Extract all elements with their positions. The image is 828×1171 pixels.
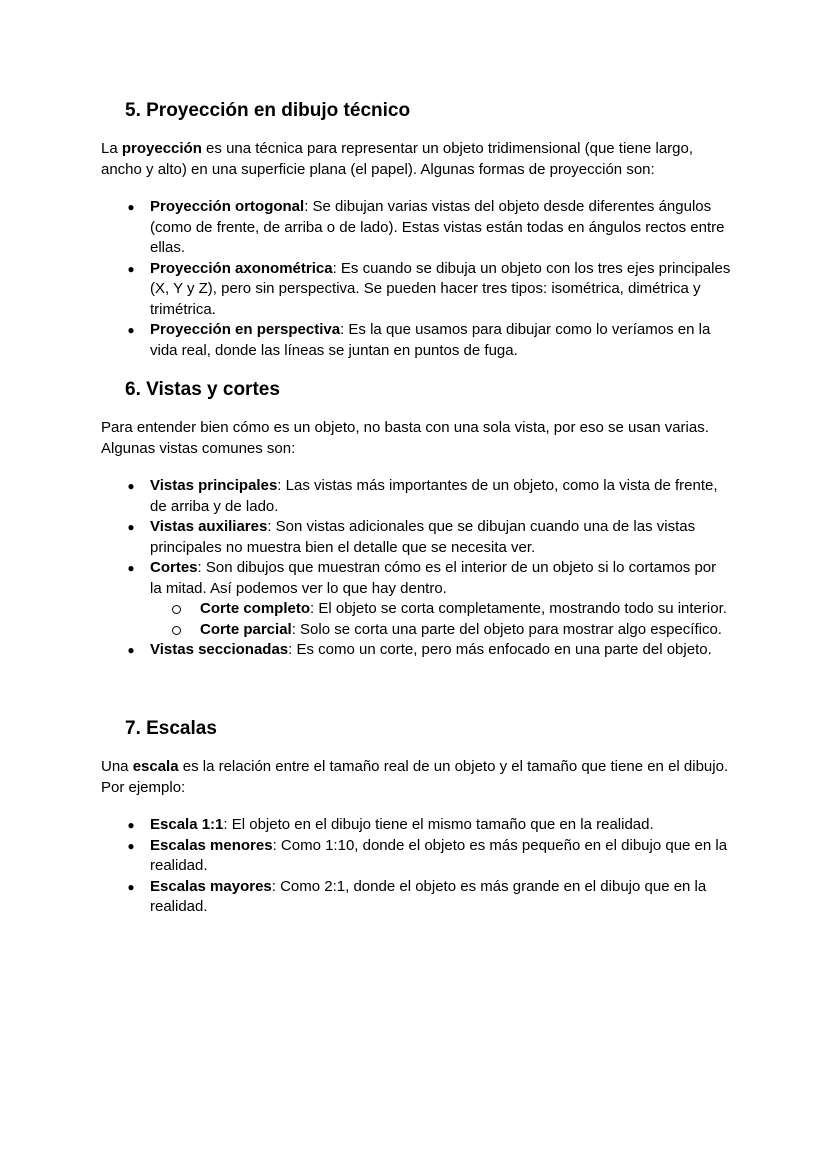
bullet-dot-icon: ● xyxy=(127,200,135,214)
list-item xyxy=(101,476,731,517)
bullet-dot-icon: ● xyxy=(127,323,135,337)
intro-text: es una técnica para representar un objeto tridimensional (que tiene largo, ancho y alto) en una superficie plana (el papel). Algunas formas de proyección son: xyxy=(101,140,694,178)
bullet-dot-icon: ● xyxy=(127,479,135,493)
item-term: Proyección axonométrica xyxy=(150,259,333,277)
intro-text: La xyxy=(101,140,122,157)
section-heading: 5. Proyección en dibujo técnico xyxy=(125,100,411,121)
section-heading: 6. Vistas y cortes xyxy=(125,379,280,400)
list-item xyxy=(101,877,731,918)
intro-text: Para entender bien cómo es un objeto, no basta con una sola vista, por eso se usan varias. Algunas vistas comunes son: xyxy=(101,419,709,457)
sub-item-text: : Solo se corta una parte del objeto para mostrar algo específico. xyxy=(291,620,722,638)
item-term: Escala 1:1 xyxy=(150,816,224,833)
intro-text: Una xyxy=(101,758,133,775)
sub-item-text: : El objeto se corta completamente, mostrando todo su interior. xyxy=(310,600,727,617)
item-text: : Se dibujan varias vistas del objeto desde diferentes ángulos (como de frente, de arriba o de lado). Estas vistas están todas en ángulos rectos entre ellas. xyxy=(150,198,725,256)
sub-list-item xyxy=(150,599,731,620)
bullet-dot-icon: ● xyxy=(127,879,135,894)
list-item xyxy=(101,197,731,259)
intro-bold-term: escala xyxy=(132,758,179,775)
sub-list-item xyxy=(150,620,731,641)
bullet-dot-icon: ● xyxy=(127,818,135,832)
bullet-dot-icon: ● xyxy=(127,838,135,853)
list-item xyxy=(101,558,731,640)
list-item xyxy=(101,815,731,836)
item-text: : Es la que usamos para dibujar como lo veríamos en la vida real, donde las líneas se juntan en puntos de fuga. xyxy=(150,321,711,359)
section-heading: 7. Escalas xyxy=(125,718,217,739)
item-text: : El objeto en el dibujo tiene el mismo tamaño que en la realidad. xyxy=(223,816,654,833)
item-term: Vistas seccionadas xyxy=(150,641,289,658)
list-item xyxy=(101,259,731,321)
item-text: : Las vistas más importantes de un objeto, como la vista de frente, de arriba y de lado. xyxy=(150,477,718,515)
bullet-dot-icon: ● xyxy=(127,643,135,657)
bullet-dot-icon: ● xyxy=(127,561,135,575)
item-term: Escalas menores xyxy=(150,836,273,854)
item-term: Vistas principales xyxy=(150,477,278,494)
item-term: Vistas auxiliares xyxy=(150,518,268,535)
item-text: : Son vistas adicionales que se dibujan cuando una de las vistas principales no muestra bien el detalle que se necesita ver. xyxy=(150,518,696,556)
item-term: Proyección en perspectiva xyxy=(150,321,341,338)
item-term: Escalas mayores xyxy=(150,877,272,895)
hollow-circle-bullet-icon xyxy=(172,605,181,614)
bullet-list xyxy=(101,197,731,361)
section-intro xyxy=(101,139,731,180)
item-text: : Como 1:10, donde el objeto es más pequeño en el dibujo que en la realidad. xyxy=(150,836,728,874)
bullet-dot-icon: ● xyxy=(127,520,135,534)
sub-list xyxy=(150,599,731,640)
bullet-list xyxy=(101,815,731,918)
item-text: : Como 2:1, donde el objeto es más grande en el dibujo que en la realidad. xyxy=(150,877,707,915)
item-text: : Es cuando se dibuja un objeto con los tres ejes principales (X, Y y Z), pero sin perspectiva. Se pueden hacer tres tipos: isométrica, dimétrica y trimétrica. xyxy=(150,259,731,318)
section-intro xyxy=(101,757,731,798)
list-item xyxy=(101,836,731,877)
sub-item-term: Corte parcial xyxy=(200,620,292,638)
hollow-circle-bullet-icon xyxy=(172,626,181,635)
list-item xyxy=(101,320,731,361)
item-term: Cortes xyxy=(150,559,198,576)
item-text: : Son dibujos que muestran cómo es el interior de un objeto si lo cortamos por la mitad. Así podemos ver lo que hay dentro. xyxy=(150,559,717,597)
sub-item-term: Corte completo xyxy=(200,600,311,617)
section-vistas-cortes xyxy=(101,378,731,661)
section-intro xyxy=(101,418,731,459)
section-escalas xyxy=(101,717,731,918)
item-term: Proyección ortogonal xyxy=(150,198,305,215)
list-item xyxy=(101,640,731,661)
section-proyeccion xyxy=(101,99,731,361)
intro-bold-term: proyección xyxy=(121,140,202,157)
bullet-list xyxy=(101,476,731,661)
item-text: : Es como un corte, pero más enfocado en una parte del objeto. xyxy=(288,641,712,658)
bullet-dot-icon: ● xyxy=(127,261,135,276)
list-item xyxy=(101,517,731,558)
intro-text: es la relación entre el tamaño real de un objeto y el tamaño que tiene en el dibujo. Por ejemplo: xyxy=(101,758,729,796)
